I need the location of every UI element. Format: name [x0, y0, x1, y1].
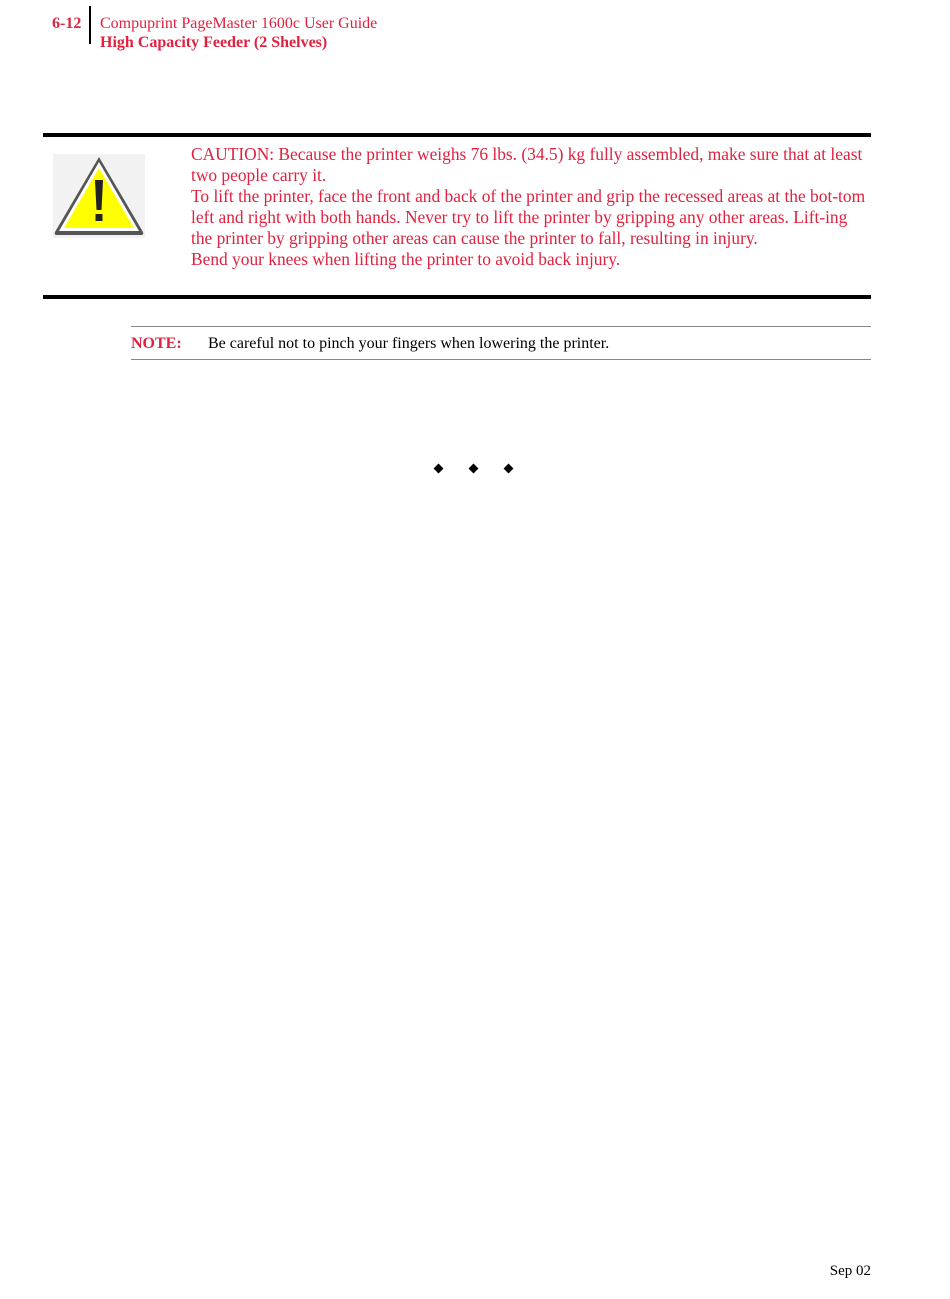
note-block	[131, 326, 871, 360]
diamond-icon	[469, 464, 479, 474]
caution-paragraph: CAUTION: Because the printer weighs 76 lbs. (34.5) kg fully assembled, make sure that at least two people carry it.	[191, 144, 863, 185]
caution-triangle-icon	[53, 154, 145, 238]
header-titles	[100, 14, 377, 52]
caution-text	[191, 144, 866, 270]
note-text: Be careful not to pinch your fingers when lowering the printer.	[208, 335, 610, 352]
page-number: 6-12	[52, 15, 82, 32]
caution-block	[43, 133, 871, 299]
guide-title: Compuprint PageMaster 1600c User Guide	[100, 15, 378, 32]
diamond-icon	[504, 464, 514, 474]
header-divider	[89, 6, 91, 44]
caution-paragraph: To lift the printer, face the front and back of the printer and grip the recessed areas at the bot-tom left and right with both hands. Never try to lift the printer by gripping any other areas. Lift-ing the printer by gripping other areas can cause the printer to fall, resulting in injury.	[191, 186, 866, 248]
caution-paragraph: Bend your knees when lifting the printer to avoid back injury.	[191, 249, 621, 269]
footer-date: Sep 02	[829, 1263, 871, 1279]
note-label: NOTE:	[131, 335, 182, 352]
diamond-icon	[434, 464, 444, 474]
section-end-separator	[433, 463, 517, 475]
section-title: High Capacity Feeder (2 Shelves)	[100, 34, 328, 51]
